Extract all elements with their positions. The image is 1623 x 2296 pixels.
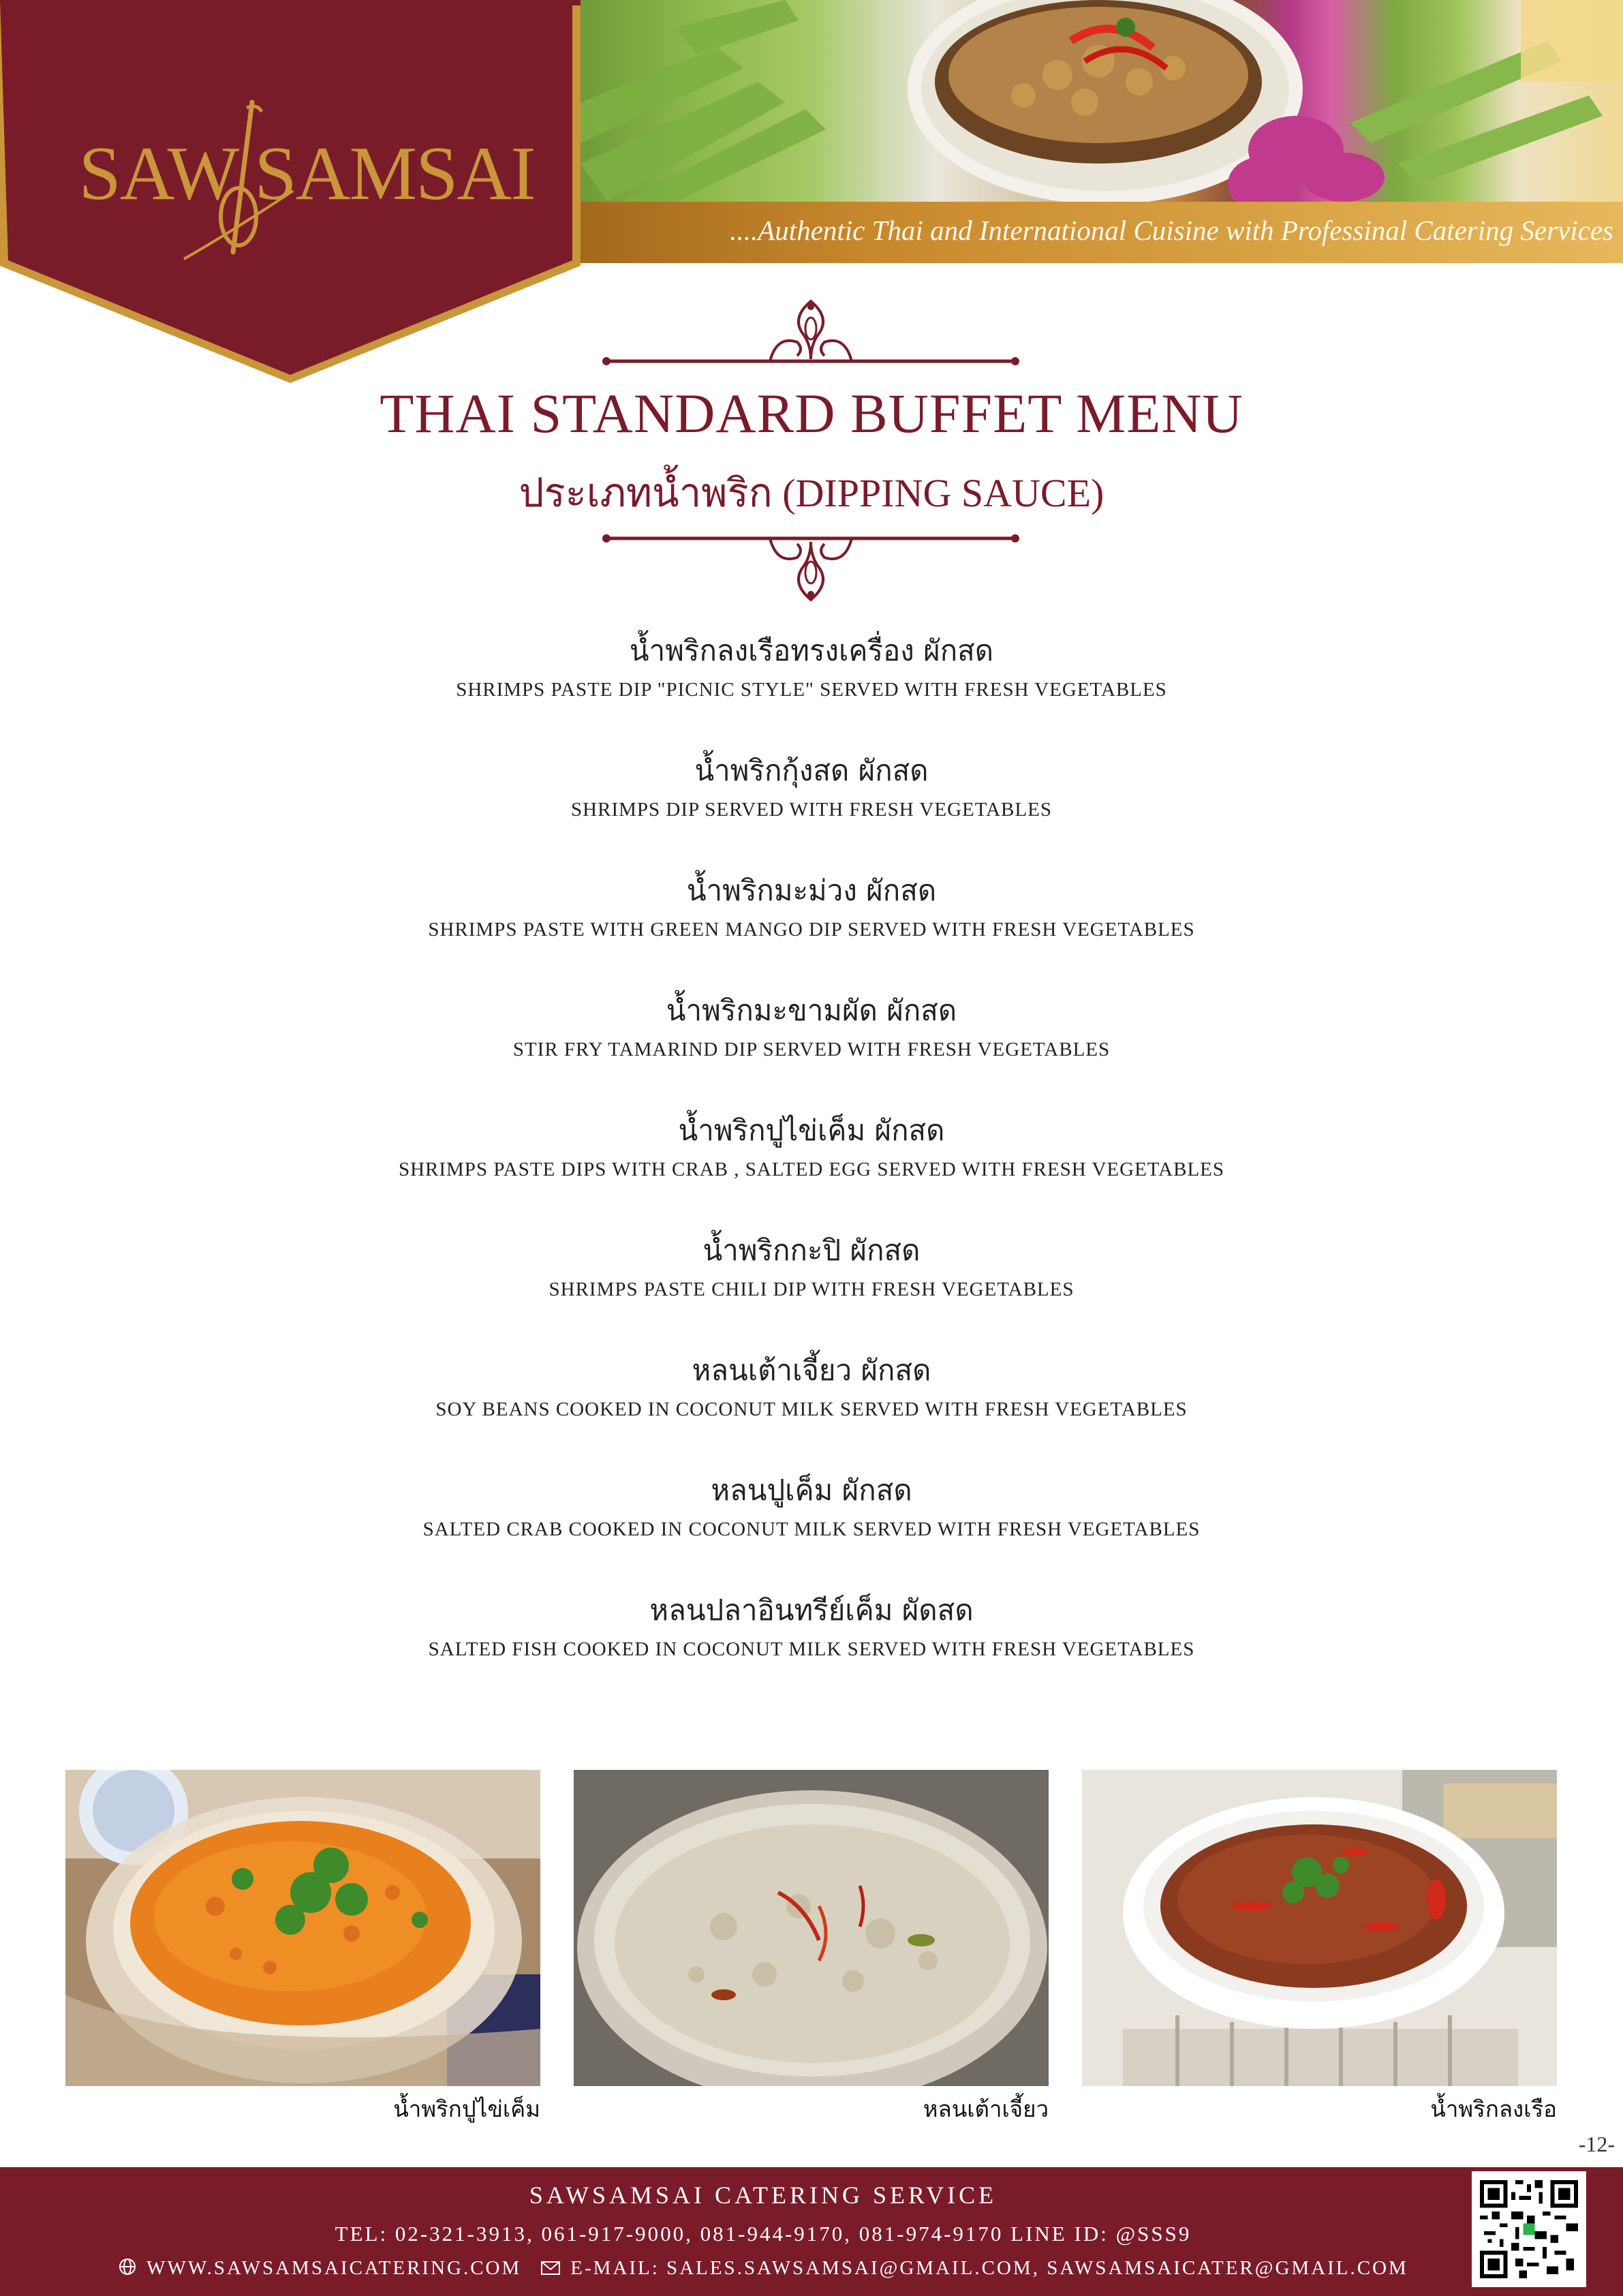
email-link[interactable]: E-MAIL: SALES.SAWSAMSAI@GMAIL.COM, SAWSAMSAICATER@GMAIL.COM [570, 2257, 1408, 2279]
photo-caption: น้ำพริกลงเรือ [1430, 2096, 1557, 2122]
menu-item-english: STIR FRY TAMARIND DIP SERVED WITH FRESH VEGETABLES [512, 1039, 1111, 1060]
menu-item-english: SHRIMPS PASTE WITH GREEN MANGO DIP SERVED WITH FRESH VEGETABLES [428, 919, 1195, 940]
menu-item-english: SALTED FISH COOKED IN COCONUT MILK SERVED WITH FRESH VEGETABLES [428, 1638, 1195, 1660]
ornament-bottom-icon [600, 525, 1022, 607]
menu-item-english: SHRIMPS PASTE DIP "PICNIC STYLE" SERVED WITH FRESH VEGETABLES [456, 679, 1167, 701]
footer [0, 2167, 1623, 2296]
menu-item-thai: หลนปูเค็ม ผักสด [711, 1473, 912, 1507]
photo-caption: หลนเต้าเจี้ยว [923, 2096, 1049, 2122]
website-link[interactable]: WWW.SAWSAMSAICATERING.COM [146, 2257, 522, 2279]
menu-item-english: SOY BEANS COOKED IN COCONUT MILK SERVED WITH FRESH VEGETABLES [435, 1398, 1188, 1420]
menu-item-english: SHRIMPS PASTE DIPS WITH CRAB , SALTED EGG SERVED WITH FRESH VEGETABLES [398, 1159, 1225, 1180]
menu-item-english: SHRIMPS PASTE CHILI DIP WITH FRESH VEGETABLES [548, 1279, 1075, 1300]
footer-contact: TEL: 02-321-3913, 061-917-9000, 081-944-9170, 081-974-9170 LINE ID: @SSS9 [335, 2222, 1192, 2246]
hero-food-photo [581, 0, 1623, 202]
menu-item-thai: หลนปลาอินทรีย์เค็ม ผัดสด [649, 1593, 974, 1627]
menu-item-thai: น้ำพริกกุ้งสด ผักสด [694, 754, 929, 787]
footer-web-row [0, 2257, 1526, 2282]
brand-logo: SAW SAMSAI [78, 132, 535, 216]
menu-item [0, 1348, 1623, 1450]
menu-item-english: SHRIMPS DIP SERVED WITH FRESH VEGETABLES [571, 799, 1052, 821]
globe-icon [118, 2257, 137, 2282]
menu-item-thai: น้ำพริกลงเรือทรงเครื่อง ผักสด [629, 634, 994, 667]
menu-item [0, 748, 1623, 851]
footer-title: SAWSAMSAI CATERING SERVICE [529, 2182, 998, 2209]
page-subtitle: ประเภทน้ำพริก (DIPPING SAUCE) [519, 471, 1104, 515]
saw-instrument-icon [170, 95, 307, 273]
tagline-bar [581, 202, 1623, 263]
page-title: THAI STANDARD BUFFET MENU [380, 382, 1243, 444]
qr-code-icon[interactable] [1472, 2171, 1586, 2287]
red-dip-photo [1082, 1770, 1557, 2086]
menu-item [0, 1468, 1623, 1570]
menu-item [0, 1588, 1623, 1690]
menu-item-thai: น้ำพริกมะขามผัด ผักสด [666, 994, 957, 1027]
menu-item-thai: น้ำพริกปูไข่เค็ม ผักสด [678, 1114, 945, 1147]
photo-caption: น้ำพริกปูไข่เค็ม [393, 2096, 540, 2122]
brand-tagline: ....Authentic Thai and International Cuisine with Professinal Catering Services [730, 215, 1613, 246]
menu-item [0, 988, 1623, 1090]
ornament-top-icon [600, 294, 1022, 376]
menu-item-english: SALTED CRAB COOKED IN COCONUT MILK SERVED WITH FRESH VEGETABLES [422, 1518, 1201, 1540]
menu-item-thai: น้ำพริกมะม่วง ผักสด [686, 874, 937, 907]
menu-item-thai: น้ำพริกกะปิ ผักสด [702, 1234, 921, 1267]
menu-item [0, 1228, 1623, 1330]
menu-item [0, 1108, 1623, 1210]
orange-dip-photo [65, 1770, 540, 2086]
menu-item-thai: หลนเต้าเจี้ยว ผักสด [692, 1353, 931, 1387]
menu-item [0, 628, 1623, 731]
page-number: -12- [1578, 2132, 1615, 2156]
menu-item [0, 868, 1623, 970]
white-dip-photo [574, 1770, 1049, 2086]
mail-icon [540, 2259, 561, 2282]
